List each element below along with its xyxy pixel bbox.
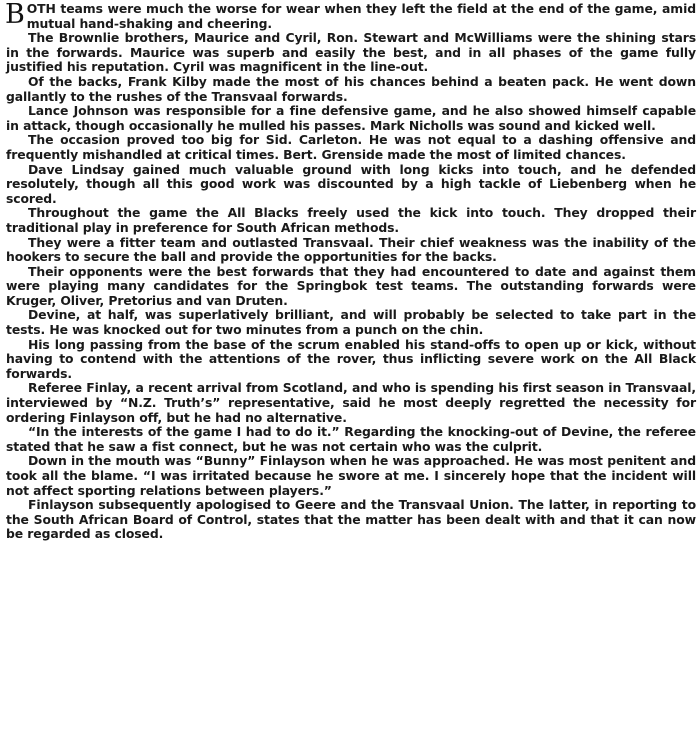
article-body xyxy=(6,2,696,746)
paragraph-5: The occasion proved too big for Sid. Carleton. He was not equal to a dashing offensive and frequently mishandled at critical times. Bert. Grenside made the most of limited chances. xyxy=(6,132,696,162)
paragraph-9: Their opponents were the best forwards that they had encountered to date and against them were playing many candidates for the Springbok test teams. The outstanding forwards were Kruger, Oliver, Pretorius and van Druten. xyxy=(6,263,696,308)
paragraph-7: Throughout the game the All Blacks freely used the kick into touch. They dropped their traditional play in preference for South African methods. xyxy=(6,205,696,235)
paragraph-13: “In the interests of the game I had to do it.” Regarding the knocking-out of Devine, the referee stated that he saw a fist connect, but he was not certain who was the culprit. xyxy=(6,424,696,454)
paragraph-14: Down in the mouth was “Bunny” Finlayson when he was approached. He was most penitent and took all the blame. “I was irritated because he swore at me. I sincerely hope that the incident will not affect sporting relations between players.” xyxy=(6,453,696,498)
paragraph-4: Lance Johnson was responsible for a fine defensive game, and he also showed himself capable in attack, though occasionally he mulled his passes. Mark Nicholls was sound and kicked well. xyxy=(6,103,696,133)
paragraph-6: Dave Lindsay gained much valuable ground with long kicks into touch, and he defended resolutely, though all this good work was discounted by a high tackle of Liebenberg when he scored. xyxy=(6,161,696,206)
paragraph-10: Devine, at half, was superlatively brilliant, and will probably be selected to take part in the tests. He was knocked out for two minutes from a punch on the chin. xyxy=(6,307,696,338)
paragraph-12: Referee Finlay, a recent arrival from Scotland, and who is spending his first season in Transvaal, interviewed by “N.Z. Truth’s” representative, said he most deeply regretted the necessity for ordering Finlayson off, but he had no alternative. xyxy=(6,380,696,425)
paragraph-15: Finlayson subsequently apologised to Geere and the Transvaal Union. The latter, in reporting to the South African Board of Control, states that the matter has been dealt with and that it can now be regarded as closed. xyxy=(6,497,696,542)
drop-cap: B xyxy=(5,0,25,30)
paragraph-11: His long passing from the base of the scrum enabled his stand-offs to open up or kick, without having to contend with the attentions of the rover, thus inflicting severe work on the All Black forwards. xyxy=(6,336,696,381)
paragraph-2: The Brownlie brothers, Maurice and Cyril, Ron. Stewart and McWilliams were the shining stars in the forwards. Maurice was superb and easily the best, and in all phases of the game fully justified his reputation. Cyril was magnificent in the line-out. xyxy=(6,30,696,75)
paragraph-8: They were a fitter team and outlasted Transvaal. Their chief weakness was the inability of the hookers to secure the ball and provide the opportunities for the backs. xyxy=(6,234,696,265)
paragraph-3: Of the backs, Frank Kilby made the most of his chances behind a beaten pack. He went down gallantly to the rushes of the Transvaal forwards. xyxy=(6,73,696,104)
paragraph-1 xyxy=(6,2,696,31)
paragraph-1-text: OTH teams were much the worse for wear when they left the field at the end of the game, amid mutual hand-shaking and cheering. xyxy=(26,1,696,31)
